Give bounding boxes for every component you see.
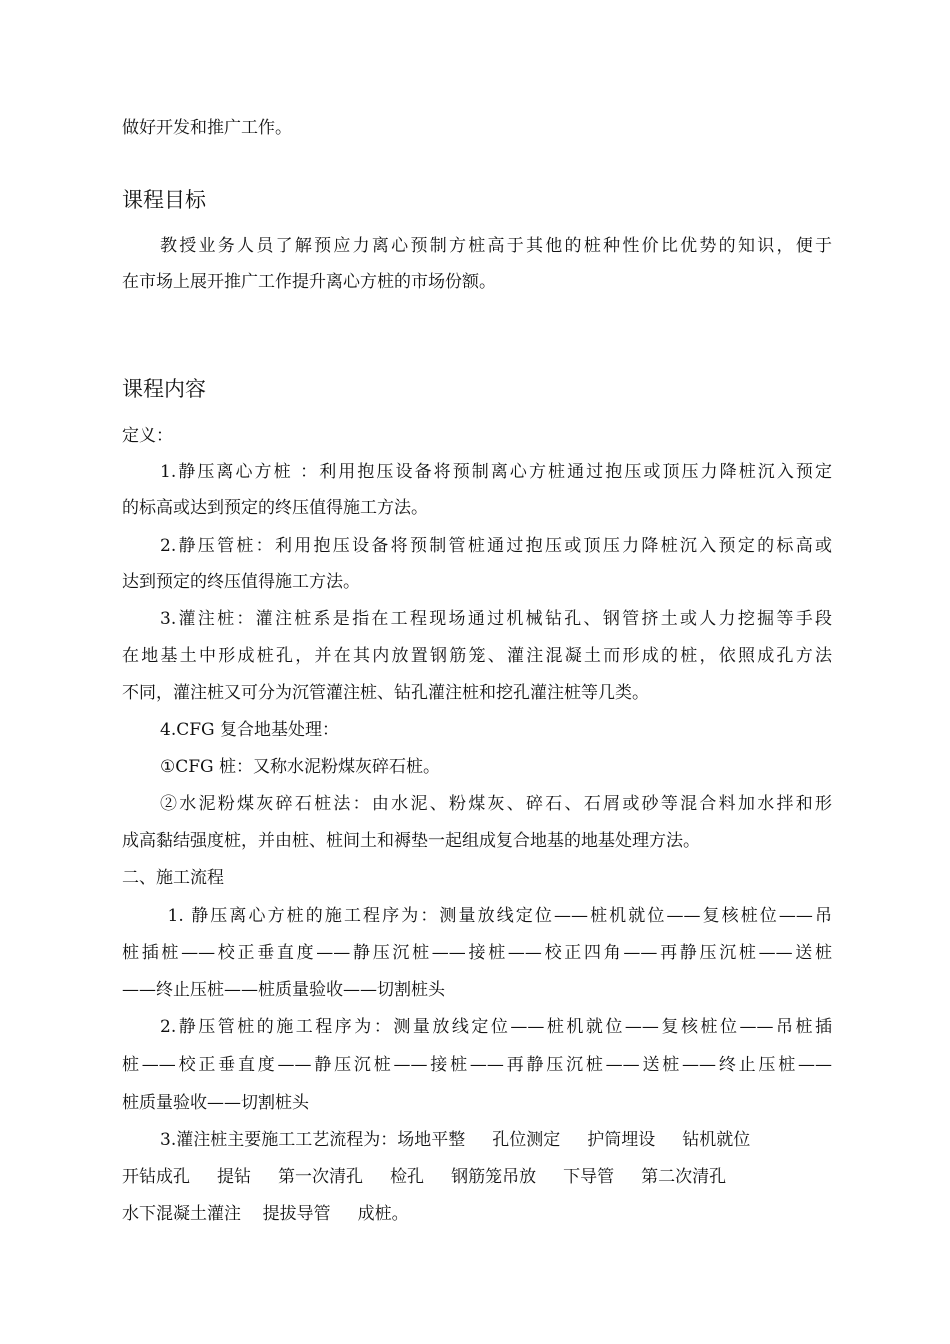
paragraph-line: 4.CFG 复合地基处理：: [160, 720, 340, 740]
paragraph-line: 的标高或达到预定的终压值得施工方法。: [122, 498, 428, 518]
section-heading-course-goals: 课程目标: [122, 188, 206, 212]
paragraph-line: ②水泥粉煤灰碎石桩法：由水泥、粉煤灰、碎石、石屑或砂等混合料加水拌和形: [160, 794, 832, 814]
paragraph-line: 在地基土中形成桩孔，并在其内放置钢筋笼、灌注混凝土而形成的桩，依照成孔方法: [122, 646, 832, 666]
paragraph-line: 教授业务人员了解预应力离心预制方桩高于其他的桩种性价比优势的知识，便于: [160, 236, 832, 256]
paragraph-line: 水下混凝土灌注 提拔导管 成桩。: [122, 1204, 409, 1224]
paragraph-line: 达到预定的终压值得施工方法。: [122, 572, 360, 592]
section-heading-construction-process: 二、施工流程: [122, 868, 224, 888]
paragraph-line: 开钻成孔 提钻 第一次清孔 检孔 钢筋笼吊放 下导管 第二次清孔: [122, 1167, 727, 1187]
paragraph-line: 3.灌注桩：灌注桩系是指在工程现场通过机械钻孔、钢管挤土或人力挖掘等手段: [160, 609, 832, 629]
paragraph-line: 1. 静压离心方桩的施工程序为：测量放线定位——桩机就位——复核桩位——吊: [160, 906, 832, 926]
paragraph-line: 2.静压管桩：利用抱压设备将预制管桩通过抱压或顶压力降桩沉入预定的标高或: [160, 536, 832, 556]
paragraph-line: 做好开发和推广工作。: [122, 118, 292, 138]
paragraph-line: 成高黏结强度桩，并由桩、桩间土和褥垫一起组成复合地基的地基处理方法。: [122, 831, 700, 851]
paragraph-line: 在市场上展开推广工作提升离心方桩的市场份额。: [122, 272, 496, 292]
paragraph-line: ①CFG 桩：又称水泥粉煤灰碎石桩。: [160, 757, 441, 777]
paragraph-line: 桩质量验收——切割桩头: [122, 1093, 309, 1113]
paragraph-line: 3.灌注桩主要施工工艺流程为：场地平整 孔位测定 护筒埋设 钻机就位: [160, 1130, 751, 1150]
paragraph-line: 不同，灌注桩又可分为沉管灌注桩、钻孔灌注桩和挖孔灌注桩等几类。: [122, 683, 649, 703]
paragraph-line: ——终止压桩——桩质量验收——切割桩头: [122, 980, 445, 1000]
paragraph-line: 桩插桩——校正垂直度——静压沉桩——接桩——校正四角——再静压沉桩——送桩: [122, 943, 832, 963]
definition-label: 定义：: [122, 426, 173, 446]
paragraph-line: 桩——校正垂直度——静压沉桩——接桩——再静压沉桩——送桩——终止压桩——: [122, 1055, 832, 1075]
paragraph-line: 2.静压管桩的施工程序为：测量放线定位——桩机就位——复核桩位——吊桩插: [160, 1017, 832, 1037]
section-heading-course-content: 课程内容: [122, 377, 206, 401]
paragraph-line: 1.静压离心方桩 ：利用抱压设备将预制离心方桩通过抱压或顶压力降桩沉入预定: [160, 462, 832, 482]
